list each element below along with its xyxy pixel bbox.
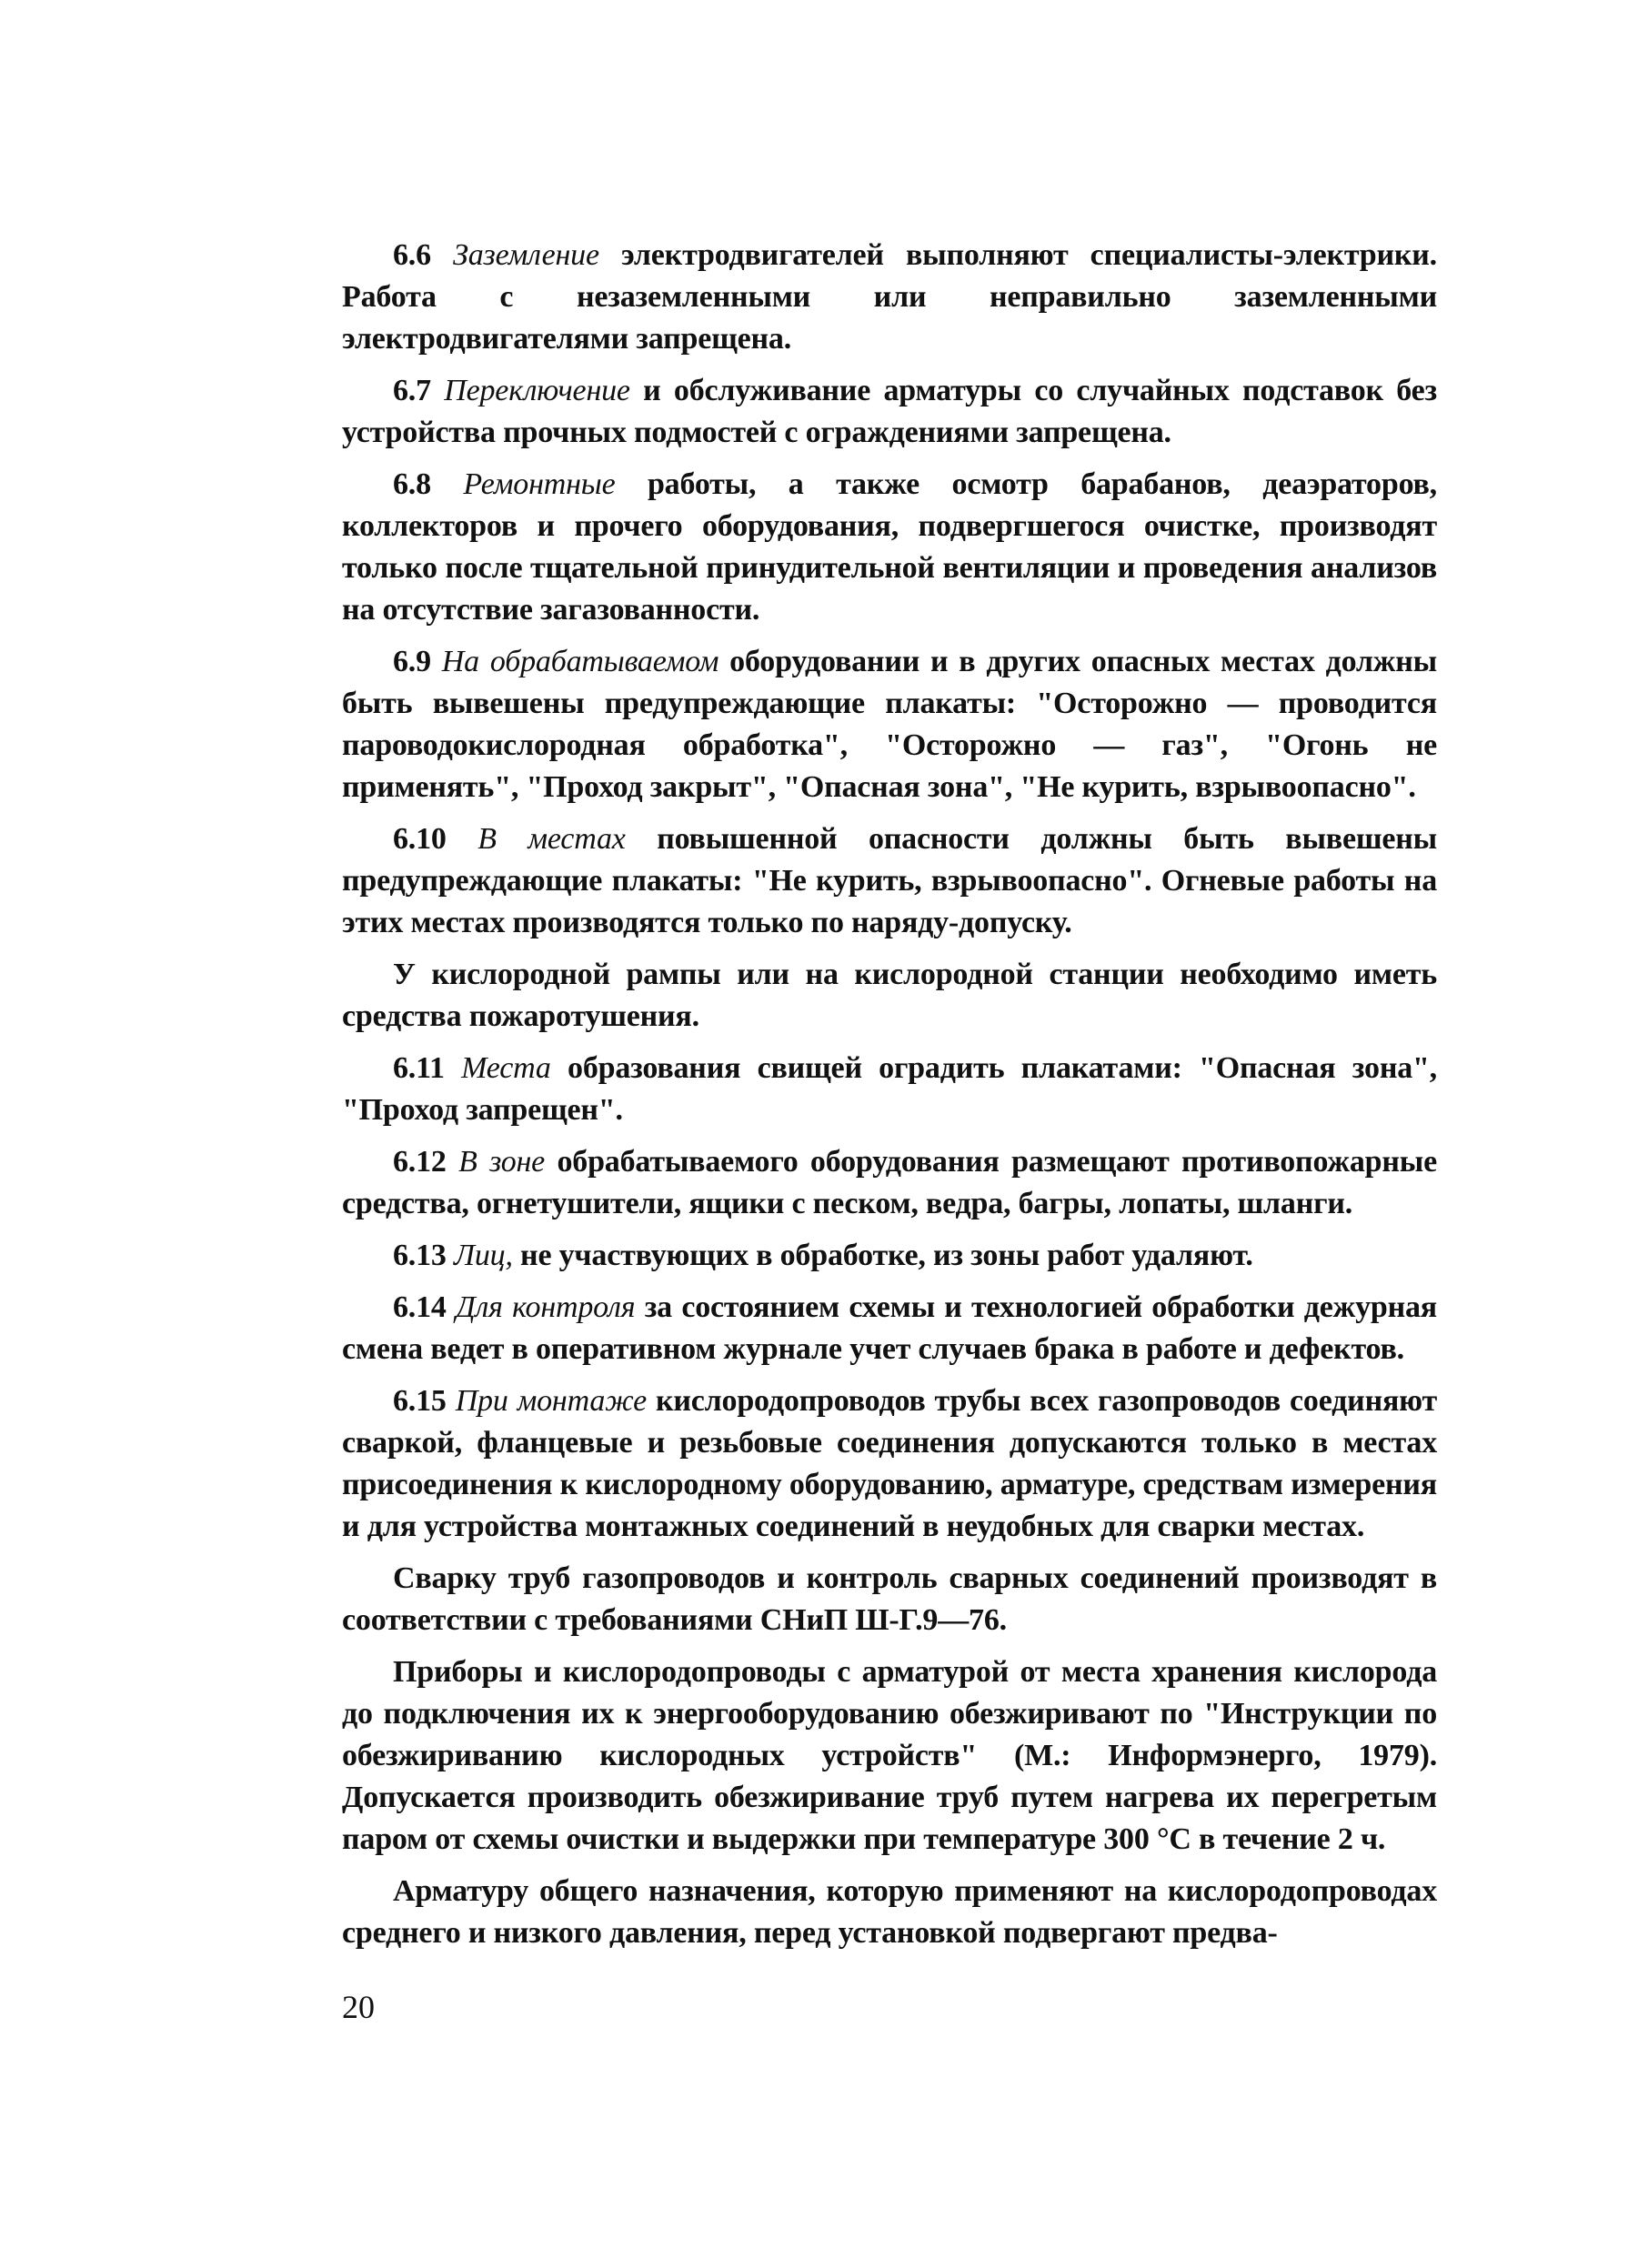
clause-number: 6.9 — [393, 645, 431, 678]
paragraph-6-9 — [342, 641, 1437, 808]
clause-number: 6.12 — [393, 1145, 447, 1179]
clause-lead: Места — [461, 1051, 551, 1085]
clause-lead: Заземление — [453, 238, 599, 272]
clause-text: и обслуживание арматуры со случайных подставок без устройства прочных подмостей с ограждениями запрещена. — [342, 374, 1437, 449]
paragraph-6-6 — [342, 235, 1437, 360]
paragraph-welding — [342, 1558, 1437, 1641]
clause-lead: В зоне — [458, 1145, 546, 1179]
clause-text: Арматуру общего назначения, которую применяют на кислородопроводах среднего и низкого давления, перед установкой подвергают предва- — [342, 1874, 1437, 1950]
text-column — [342, 235, 1437, 1964]
paragraph-6-15 — [342, 1380, 1437, 1548]
paragraph-6-13 — [342, 1235, 1437, 1277]
paragraph-6-12 — [342, 1141, 1437, 1225]
clause-lead: Для контроля — [456, 1290, 636, 1324]
clause-lead: На обрабатываемом — [441, 645, 719, 678]
clause-text: Приборы и кислородопроводы с арматурой от места хранения кислорода до подключения их к энергооборудованию обезжиривают по "Инструкции по обезжириванию кислородных устройств" (М.: Информэнерго, 1979). Допускается производить обезжиривание труб путем нагрева их перегретым паром от схемы очистки и выдержки при температуре 300 °С в течение 2 ч. — [342, 1655, 1437, 1856]
clause-text: электродвигателей выполняют специалисты-электрики. Работа с незаземленными или неправильно заземленными электродвигателями запрещена. — [342, 238, 1437, 356]
clause-number: 6.6 — [393, 238, 431, 272]
paragraph-6-14 — [342, 1287, 1437, 1370]
page-number: 20 — [342, 1989, 375, 2025]
clause-number: 6.7 — [393, 374, 431, 407]
clause-text: не участвующих в обработке, из зоны работ удаляют. — [512, 1239, 1253, 1272]
clause-lead: Переключение — [444, 374, 630, 407]
clause-number: 6.13 — [393, 1239, 447, 1272]
clause-lead: Лиц, — [454, 1239, 513, 1272]
clause-lead: При монтаже — [455, 1384, 648, 1418]
paragraph-oxygen-ramp — [342, 954, 1437, 1038]
paragraph-6-11 — [342, 1048, 1437, 1131]
clause-text: кислородопроводов трубы всех газопроводов соединяют сваркой, фланцевые и резьбовые соединения допускаются только в местах присоединения к кислородному оборудованию, арматуре, средствам измерения и для устройства монтажных соединений в неудобных для сварки местах. — [342, 1384, 1437, 1543]
paragraph-6-10 — [342, 818, 1437, 944]
clause-number: 6.11 — [393, 1051, 445, 1085]
clause-number: 6.14 — [393, 1290, 447, 1324]
clause-text: Сварку труб газопроводов и контроль сварных соединений производят в соответствии с требованиями СНиП Ш-Г.9—76. — [342, 1561, 1437, 1637]
clause-text: за состоянием схемы и технологией обработки дежурная смена ведет в оперативном журнале учет случаев брака в работе и дефектов. — [342, 1290, 1437, 1366]
paragraph-degreasing — [342, 1651, 1437, 1861]
clause-text: У кислородной рампы или на кислородной станции необходимо иметь средства пожаротушения. — [342, 958, 1437, 1033]
clause-text: повышенной опасности должны быть вывешены предупреждающие плакаты: "Не курить, взрывоопасно". Огневые работы на этих местах производятся только по наряду-допуску. — [342, 822, 1437, 939]
clause-lead: В местах — [477, 822, 626, 856]
clause-number: 6.10 — [393, 822, 447, 856]
paragraph-valves — [342, 1871, 1437, 1954]
clause-text: обрабатываемого оборудования размещают противопожарные средства, огнетушители, ящики с песком, ведра, багры, лопаты, шланги. — [342, 1145, 1437, 1220]
clause-text: образования свищей оградить плакатами: "Опасная зона", "Проход запрещен". — [342, 1051, 1437, 1127]
clause-text: оборудовании и в других опасных местах должны быть вывешены предупреждающие плакаты: "Осторожно — проводится пароводокислородная обработка", "Осторожно — газ", "Огонь не применять", "Проход закрыт", "Опасная зона", "Не курить, взрывоопасно". — [342, 645, 1437, 804]
clause-lead: Ремонтные — [463, 467, 616, 501]
clause-number: 6.8 — [393, 467, 431, 501]
paragraph-6-7 — [342, 370, 1437, 454]
clause-number: 6.15 — [393, 1384, 447, 1418]
clause-text: работы, а также осмотр барабанов, деаэраторов, коллекторов и прочего оборудования, подвергшегося очистке, производят только после тщательной принудительной вентиляции и проведения анализов на отсутствие загазованности. — [342, 467, 1437, 627]
paragraph-6-8 — [342, 464, 1437, 631]
